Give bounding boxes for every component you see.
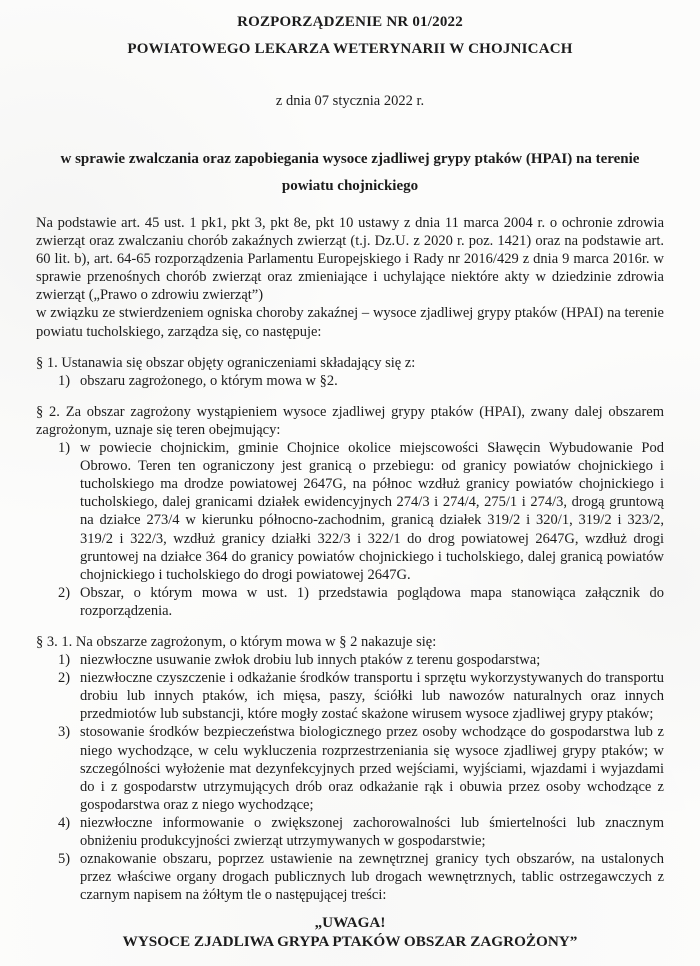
warning-sign-text [36,913,664,951]
item-number: 1) [58,652,71,669]
item-text: oznakowanie obszaru, poprzez ustawienie na zewnętrznej granicy tych obszarów, na ustalonych przez właściwe organy drogach publicznych lub drogach wewnętrznych, tablic ostrzegawczych z czarnym napisem na żółtym tle o następującej treści: [80,851,664,904]
document-subject [36,146,664,200]
section-2-item-1 [58,439,664,584]
item-text: obszaru zagrożonego, o którym mowa w §2. [80,372,338,389]
preamble-context: w związku ze stwierdzeniem ogniska choroby zakaźnej – wysoce zjadliwej grypy ptaków (HPAI) na terenie powiatu tucholskiego, zarządza się, co następuje: [36,305,664,340]
section-3-item-3 [58,723,664,813]
document-title-line2: POWIATOWEGO LEKARZA WETERYNARII W CHOJNICACH [127,41,573,57]
section-3-item-5 [58,850,664,904]
item-text: niezwłoczne czyszczenie i odkażanie środków transportu i sprzętu wykorzystywanych do transportu drobiu lub innych ptaków, ich mięsa, paszy, ściółki lub nawozów naturalnych oraz innych przedmiotów lub substancji, które mogły zostać skażone wirusem wysoce zjadliwej grypy ptaków; [80,670,664,723]
item-number: 1) [58,372,71,389]
section-2-intro: § 2. Za obszar zagrożony wystąpieniem wysoce zjadliwej grypy ptaków (HPAI), zwany dalej obszarem zagrożonym, uznaje się teren obejmujący: [36,403,664,438]
item-text: niezwłoczne usuwanie zwłok drobiu lub innych ptaków z terenu gospodarstwa; [80,652,541,669]
document-title-line1: ROZPORZĄDZENIE NR 01/2022 [237,14,463,30]
section-3-item-1 [58,651,664,669]
item-text: w powiecie chojnickim, gminie Chojnice okolice miejscowości Sławęcin Wybudowanie Pod Obrowo. Teren ten ograniczony jest granicą o przebiegu: od granicy powiatów chojnickiego i tucholskiego ma drodze powiatowej 2647G, na północ wzdłuż granicy powiatów chojnickiego i tucholskiego, dalej granicami działek ewidencyjnych 274/3 i 274/4, 275/1 i 274/3, drogą gruntową na działce 273/4 w kierunku północno-zachodnim, granicą działek 319/2 i 320/1, 319/2 i 323/2, 319/2 i 322/3, wzdłuż granicy działki 322/3 i 322/1 do drog powiatowej 2647G, wzdłuż drogi gruntowej na działce 364 do granicy powiatów chojnickiego i tucholskiego, dalej granicą powiatów chojnickiego i tucholskiego do drogi powiatowej 2647G. [80,440,664,583]
item-text: Obszar, o którym mowa w ust. 1) przedstawia poglądowa mapa stanowiąca załącznik do rozporządzenia. [80,584,664,619]
document-subject-line2: powiatu chojnickiego [281,178,419,194]
item-number: 4) [58,814,71,831]
item-text: niezwłoczne informowanie o zwiększonej zachorowalności lub śmiertelności lub znacznym obniżeniu produkcyjności zwierząt utrzymywanych w gospodarstwie; [80,814,664,849]
section-2-item-2 [58,584,664,620]
item-number: 3) [58,724,71,741]
item-number: 1) [58,440,71,457]
preamble [36,214,664,341]
section-3-intro: § 3. 1. Na obszarze zagrożonym, o którym mowa w § 2 nakazuje się: [36,633,437,650]
item-number: 5) [58,851,71,868]
preamble-legal-basis: Na podstawie art. 45 ust. 1 pk1, pkt 3, pkt 8e, pkt 10 ustawy z dnia 11 marca 2004 r. o ochronie zdrowia zwierząt oraz zwalczaniu chorób zakaźnych zwierząt (t.j. Dz.U. z 2020 r. poz. 1421) oraz na podstawie art. 60 lit. b), art. 64-65 rozporządzenia Parlamentu Europejskiego i Rady nr 2016/429 z dnia 9 marca 2016r. w sprawie przenośnych chorób zwierząt oraz zmieniające i uchylające niektóre akty w dziedzinie zdrowia zwierząt („Prawo o zdrowiu zwierząt”) [36,215,664,304]
warning-sign-line2: WYSOCE ZJADLIWA GRYPA PTAKÓW OBSZAR ZAGROŻONY” [122,933,578,951]
section-2 [36,403,664,620]
section-3 [36,633,664,904]
item-number: 2) [58,584,71,601]
warning-sign-line1: „UWAGA! [314,914,386,932]
item-text: stosowanie środków bezpieczeństwa biologicznego przez osoby wchodzące do gospodarstwa lub z niego wychodzące, w celu wykluczenia rozprzestrzeniania się wysoce zjadliwej grypy ptaków; w szczególności wyłożenie mat dezynfekcyjnych przed wejściami, wyjściami, wjazdami i wyjazdami do i z gospodarstw utrzymujących drób oraz odkażanie rąk i obuwia przez osoby wchodzące z gospodarstwa oraz z niego wychodzące; [80,724,664,813]
section-3-item-2 [58,669,664,723]
document-date: z dnia 07 stycznia 2022 r. [275,93,425,109]
item-number: 2) [58,670,71,687]
section-1 [36,354,664,390]
section-1-intro: § 1. Ustanawia się obszar objęty ograniczeniami składający się z: [36,354,416,371]
document-subject-line1: w sprawie zwalczania oraz zapobiegania wysoce zjadliwej grypy ptaków (HPAI) na terenie [60,151,640,167]
section-3-item-4 [58,814,664,850]
section-1-item-1 [58,372,664,390]
